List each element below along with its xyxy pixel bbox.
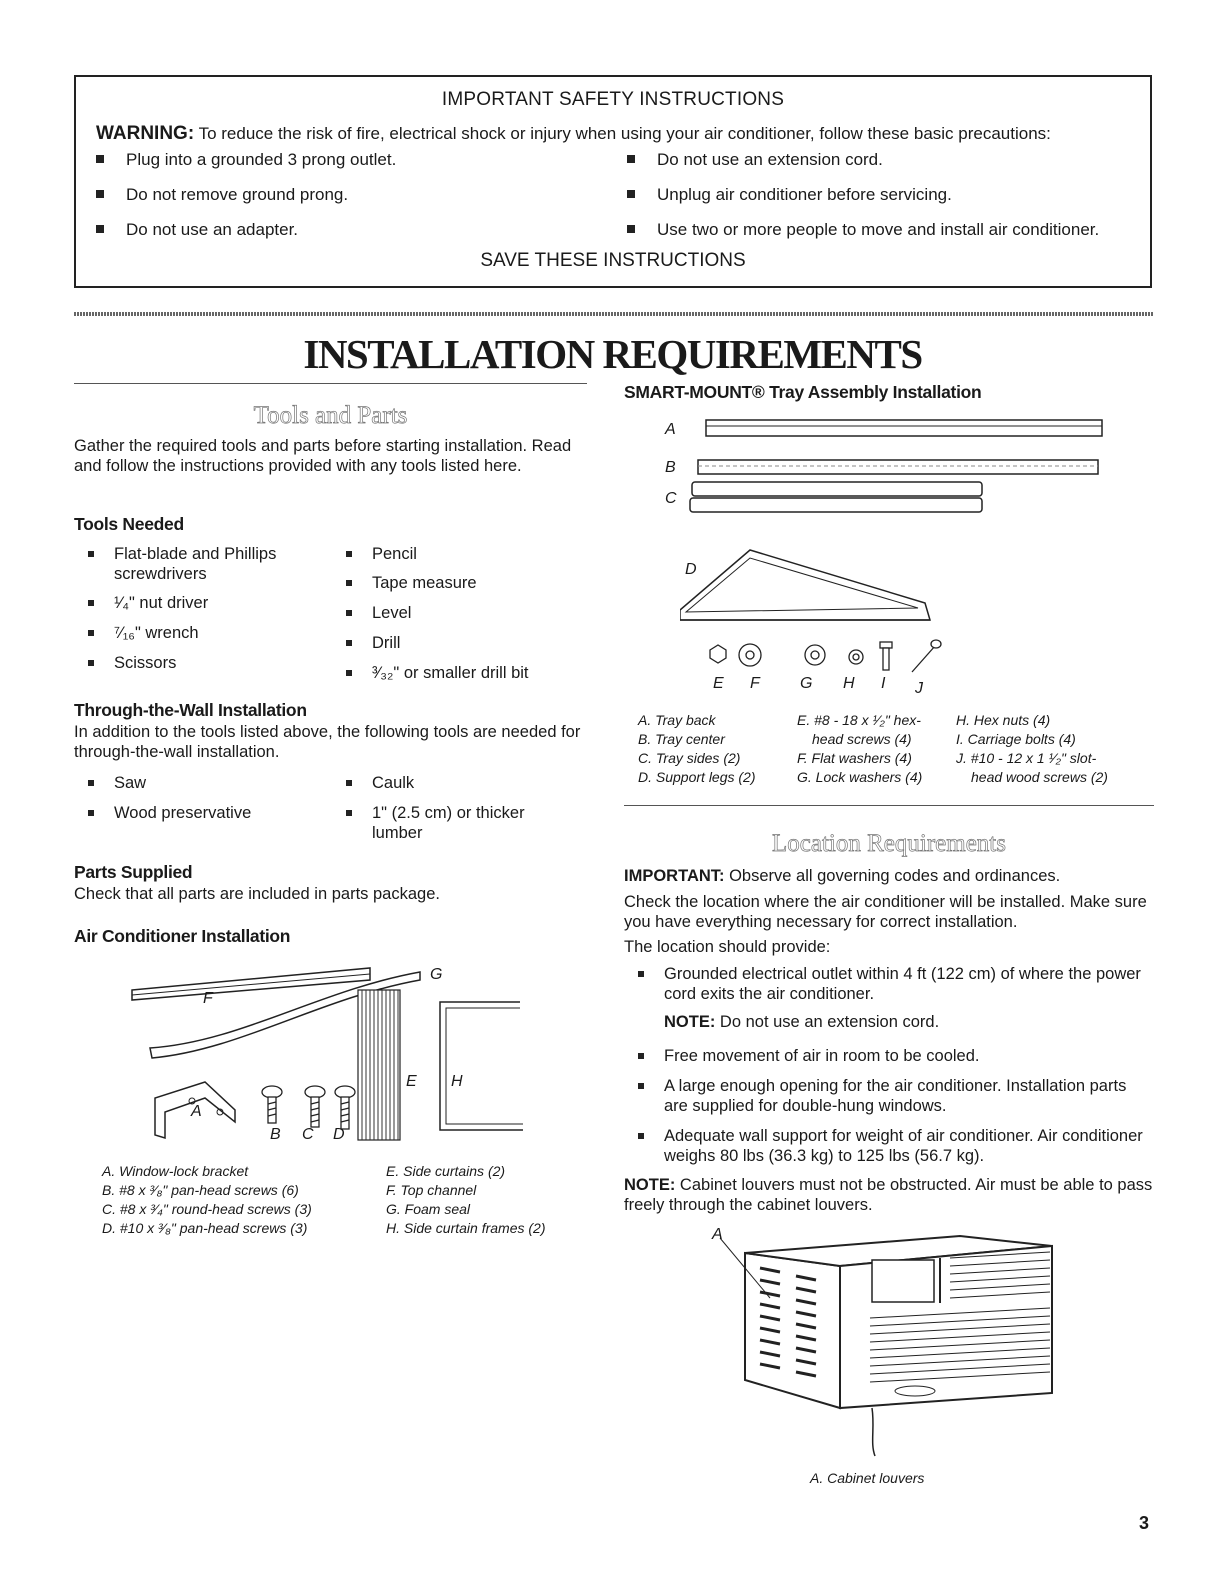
warning-line [96, 123, 1051, 145]
figure-label-h: H [451, 1073, 463, 1090]
figure-label-g: G [430, 966, 443, 983]
through-wall-heading: Through-the-Wall Installation [74, 700, 307, 720]
caption: head wood screws (2) [971, 769, 1108, 785]
figure-label-f: F [750, 675, 760, 692]
caption: A. Window-lock bracket [102, 1163, 249, 1179]
list-item: Caulk [332, 773, 582, 793]
list-item: 1" (2.5 cm) or thicker lumber [332, 803, 562, 843]
list-item: Pencil [332, 544, 582, 564]
figure-label-f: F [203, 990, 213, 1007]
figure-label-b: B [665, 459, 676, 476]
dotted-divider [74, 312, 1154, 316]
caption: D. #10 x ³⁄₈" pan-head screws (3) [102, 1220, 308, 1236]
caption: D. Support legs (2) [638, 769, 756, 785]
figure-label-e: E [713, 675, 724, 692]
air-conditioner-illustration [700, 1228, 1080, 1458]
bullet-icon [96, 155, 104, 163]
note-text: Cabinet louvers must not be obstructed. Air must be able to pass freely through the cabinet louvers. [624, 1176, 1153, 1214]
list-item: ³⁄₃₂" or smaller drill bit [332, 663, 582, 683]
list-item: Drill [332, 633, 582, 653]
caption: head screws (4) [812, 731, 912, 747]
important-label: IMPORTANT: [624, 867, 725, 885]
tools-needed-heading: Tools Needed [74, 514, 184, 534]
location-provide-text: The location should provide: [624, 938, 831, 956]
safety-item: Do not use an extension cord. [627, 150, 883, 170]
bullet-icon [627, 225, 635, 233]
smart-mount-heading: SMART-MOUNT® Tray Assembly Installation [624, 382, 982, 402]
safety-item: Plug into a grounded 3 prong outlet. [96, 150, 396, 170]
list-item: Flat-blade and Phillips screwdrivers [74, 544, 324, 584]
figure-label-i: I [881, 675, 886, 692]
caption: E. Side curtains (2) [386, 1163, 506, 1179]
note-label: NOTE: [624, 1176, 676, 1194]
note-label: NOTE: [664, 1013, 716, 1031]
tools-intro-text: Gather the required tools and parts before starting installation. Read and follow the instructions provided with any tools listed here. [74, 437, 572, 475]
caption: J. #10 - 12 x 1 ¹⁄₂" slot- [956, 750, 1097, 766]
figure-label-h: H [843, 675, 855, 692]
through-wall-text: In addition to the tools listed above, the following tools are needed for through-the-wall installation. [74, 723, 581, 761]
caption: F. Flat washers (4) [797, 750, 912, 766]
page-title: INSTALLATION REQUIREMENTS [303, 331, 922, 377]
note-text: Do not use an extension cord. [715, 1013, 940, 1031]
parts-supplied-heading: Parts Supplied [74, 862, 193, 882]
list-item: ¹⁄₄" nut driver [74, 593, 324, 613]
list-item: Tape measure [332, 573, 582, 593]
figure-label-b: B [270, 1126, 281, 1143]
list-item: Grounded electrical outlet within 4 ft (122 cm) of where the power cord exits the air conditioner. [624, 964, 1144, 1004]
figure-label-a: A [665, 421, 676, 438]
page-number: 3 [1139, 1513, 1150, 1533]
important-line [624, 866, 1154, 886]
figure-label-c: C [665, 490, 677, 507]
figure-label-a: A [712, 1226, 723, 1243]
bullet-icon [627, 190, 635, 198]
safety-instructions-box [74, 75, 1152, 288]
list-item: Scissors [74, 653, 324, 673]
caption: B. #8 x ³⁄₈" pan-head screws (6) [102, 1182, 299, 1198]
warning-label: WARNING: [96, 123, 195, 144]
figure-label-a: A [191, 1103, 202, 1120]
caption: H. Hex nuts (4) [956, 712, 1051, 728]
bullet-icon [96, 225, 104, 233]
list-item: A large enough opening for the air conditioner. Installation parts are supplied for double-hung windows. [624, 1076, 1144, 1116]
note-line [624, 1175, 1159, 1215]
safety-title: IMPORTANT SAFETY INSTRUCTIONS [441, 89, 785, 110]
caption: A. Tray back [638, 712, 716, 728]
caption: G. Lock washers (4) [797, 769, 923, 785]
warning-text: To reduce the risk of fire, electrical shock or injury when using your air conditioner, follow these basic precautions: [194, 124, 1051, 143]
figure-label-d: D [685, 561, 697, 578]
ac-parts-illustration [120, 950, 550, 1150]
important-text: Observe all governing codes and ordinances. [724, 867, 1061, 885]
safety-item: Use two or more people to move and install air conditioner. [627, 220, 1099, 240]
figure-label-j: J [915, 680, 923, 697]
save-instructions: SAVE THESE INSTRUCTIONS [480, 250, 746, 271]
safety-item: Do not use an adapter. [96, 220, 298, 240]
caption: C. #8 x ³⁄₄" round-head screws (3) [102, 1201, 312, 1217]
list-item: Adequate wall support for weight of air conditioner. Air conditioner weighs 80 lbs (36.3 kg) to 125 lbs (56.7 kg). [624, 1126, 1144, 1166]
list-item: Free movement of air in room to be cooled. [624, 1046, 1144, 1066]
caption: E. #8 - 18 x ¹⁄₂" hex- [797, 712, 921, 728]
bullet-icon [96, 190, 104, 198]
figure-label-g: G [800, 675, 813, 692]
figure-label-c: C [302, 1126, 314, 1143]
location-check-text: Check the location where the air conditioner will be installed. Make sure you have everything necessary for correct installation. [624, 893, 1147, 931]
ac-install-heading: Air Conditioner Installation [74, 926, 291, 946]
list-item: Wood preservative [74, 803, 324, 823]
location-heading: Location Requirements [772, 830, 1006, 857]
caption: H. Side curtain frames (2) [386, 1220, 546, 1236]
caption: G. Foam seal [386, 1201, 471, 1217]
figure-label-d: D [333, 1126, 345, 1143]
list-item: Saw [74, 773, 324, 793]
parts-supplied-text: Check that all parts are included in parts package. [74, 885, 440, 903]
caption: C. Tray sides (2) [638, 750, 741, 766]
caption: I. Carriage bolts (4) [956, 731, 1076, 747]
caption: F. Top channel [386, 1182, 477, 1198]
bullet-icon [627, 155, 635, 163]
tools-parts-heading: Tools and Parts [253, 402, 408, 429]
list-item: Level [332, 603, 582, 623]
caption: A. Cabinet louvers [810, 1470, 925, 1486]
list-item: ⁷⁄₁₆" wrench [74, 623, 324, 643]
section-rule [74, 383, 587, 384]
tray-assembly-illustration [680, 410, 1120, 710]
safety-item: Do not remove ground prong. [96, 185, 348, 205]
safety-item: Unplug air conditioner before servicing. [627, 185, 952, 205]
note-line [664, 1012, 1144, 1032]
section-rule [624, 805, 1154, 806]
figure-label-e: E [406, 1073, 417, 1090]
caption: B. Tray center [638, 731, 725, 747]
